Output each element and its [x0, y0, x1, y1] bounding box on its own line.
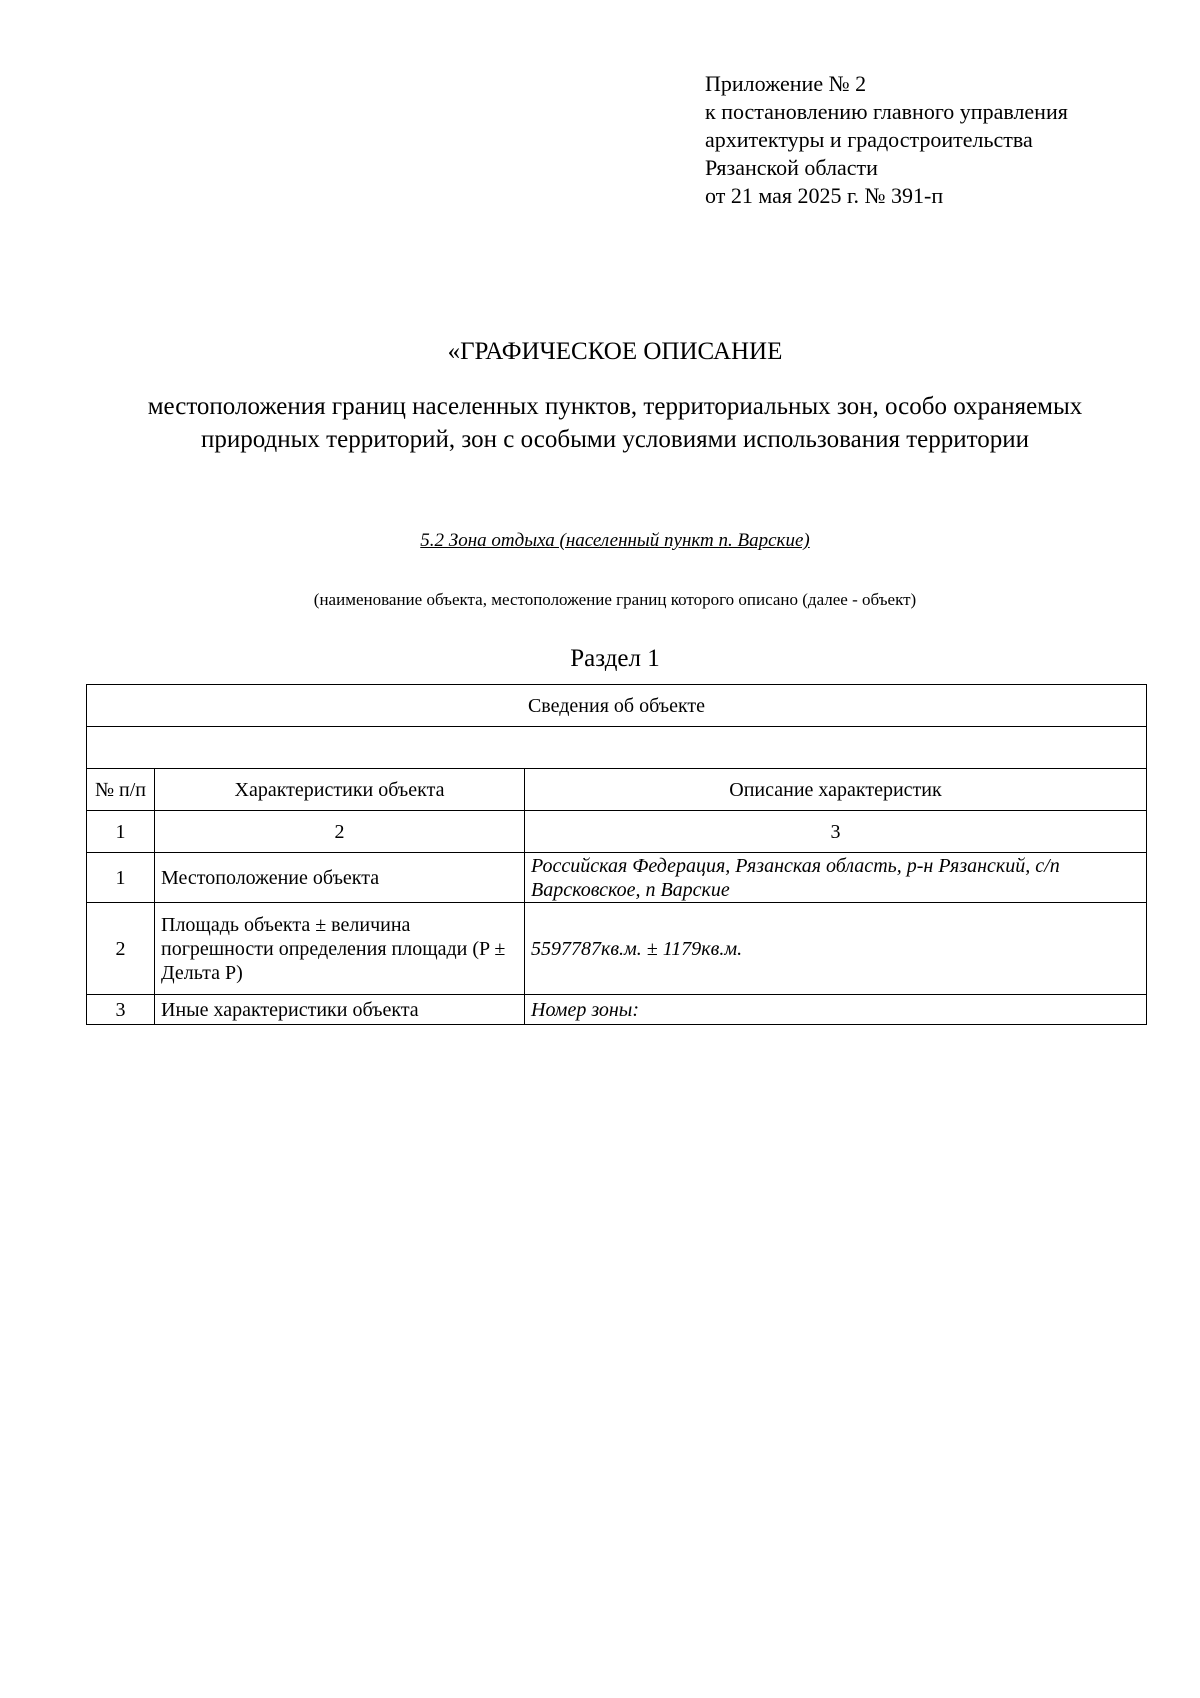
- header-num: № п/п: [87, 769, 155, 811]
- table-row: [87, 903, 1147, 995]
- appendix-line: архитектуры и градостроительства: [705, 127, 1033, 152]
- header-characteristic: Характеристики объекта: [155, 769, 525, 811]
- appendix-line: к постановлению главного управления: [705, 99, 1068, 124]
- table-header-row: [87, 769, 1147, 811]
- table-title-row: [87, 685, 1147, 727]
- column-number-row: [87, 811, 1147, 853]
- row-num: 1: [87, 853, 155, 903]
- row-num: 2: [87, 903, 155, 995]
- object-info-table: [86, 684, 1147, 1025]
- row-description: Номер зоны:: [525, 995, 1147, 1025]
- table-empty-cell: [87, 727, 1147, 769]
- header-description: Описание характеристик: [525, 769, 1147, 811]
- appendix-line: Рязанской области: [705, 155, 878, 180]
- table-row: [87, 995, 1147, 1025]
- row-characteristic: Иные характеристики объекта: [155, 995, 525, 1025]
- row-num: 3: [87, 995, 155, 1025]
- column-number: 3: [525, 811, 1147, 853]
- row-characteristic: Местоположение объекта: [155, 853, 525, 903]
- row-characteristic: Площадь объекта ± величина погрешности определения площади (P ± Дельта P): [155, 903, 525, 995]
- object-name: 5.2 Зона отдыха (населенный пункт п. Варские): [420, 530, 810, 551]
- row-description: 5597787кв.м. ± 1179кв.м.: [525, 903, 1147, 995]
- row-description: Российская Федерация, Рязанская область, р-н Рязанский, с/п Варсковское, п Варские: [525, 853, 1147, 903]
- appendix-line: от 21 мая 2025 г. № 391-п: [705, 183, 944, 208]
- table-empty-row: [87, 727, 1147, 769]
- document-subtitle: местоположения границ населенных пунктов, территориальных зон, особо охраняемых природных территорий, зон с особыми условиями использования территории: [147, 393, 1083, 453]
- table-row: [87, 853, 1147, 903]
- appendix-block: [705, 70, 1068, 210]
- column-number: 1: [87, 811, 155, 853]
- section-heading: Раздел 1: [570, 645, 660, 672]
- appendix-line: Приложение № 2: [705, 71, 867, 96]
- document-title: «ГРАФИЧЕСКОЕ ОПИСАНИЕ: [447, 338, 783, 365]
- object-caption: (наименование объекта, местоположение границ которого описано (далее - объект): [313, 590, 917, 609]
- table-title: Сведения об объекте: [87, 685, 1147, 727]
- column-number: 2: [155, 811, 525, 853]
